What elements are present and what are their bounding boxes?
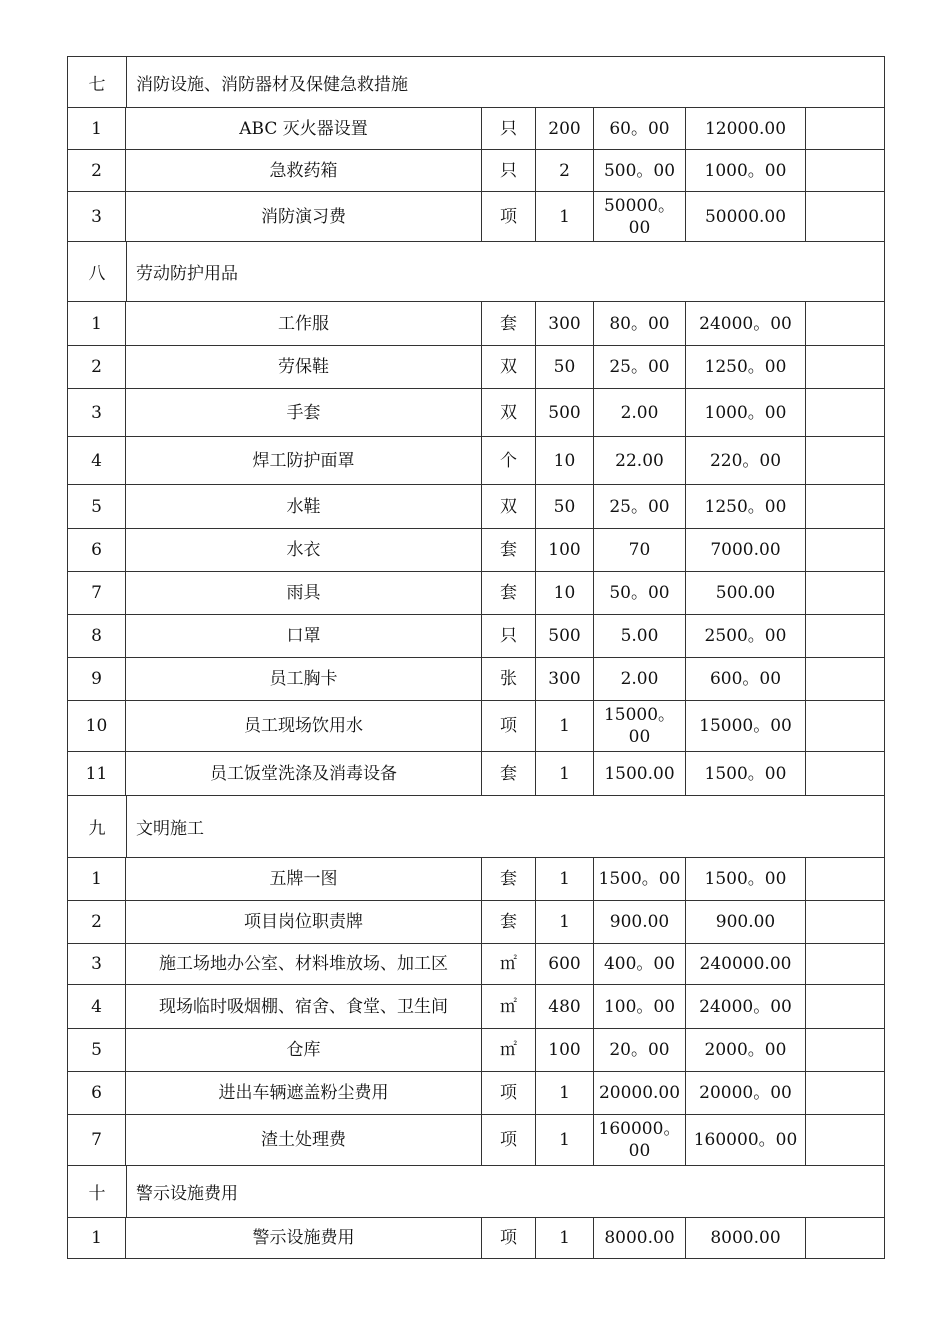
cell-idx: 11	[68, 752, 126, 795]
cell-note	[806, 944, 884, 984]
table-row	[67, 192, 885, 242]
cell-total: 7000.00	[686, 529, 806, 571]
cell-price: 100。00	[594, 985, 686, 1028]
cell-qty: 300	[536, 302, 594, 345]
cell-unit: 套	[482, 302, 536, 345]
table-row	[67, 108, 885, 150]
cell-note	[806, 985, 884, 1028]
cell-name: 劳保鞋	[126, 346, 482, 388]
cell-unit: 项	[482, 1115, 536, 1165]
cell-qty: 500	[536, 615, 594, 657]
cell-total: 15000。00	[686, 701, 806, 751]
cell-qty: 300	[536, 658, 594, 700]
cell-note	[806, 1072, 884, 1114]
cell-note	[806, 752, 884, 795]
cell-qty: 2	[536, 150, 594, 191]
cell-total: 1000。00	[686, 389, 806, 436]
cell-name: 焊工防护面罩	[126, 437, 482, 484]
cell-idx: 2	[68, 150, 126, 191]
cell-price: 160000。00	[594, 1115, 686, 1165]
section-title: 劳动防护用品	[136, 264, 238, 284]
section-number: 十	[68, 1166, 127, 1217]
cell-name: 仓库	[126, 1029, 482, 1071]
cell-note	[806, 1218, 884, 1258]
cell-note	[806, 529, 884, 571]
cell-idx: 2	[68, 901, 126, 943]
cell-total: 160000。00	[686, 1115, 806, 1165]
cell-unit: 双	[482, 389, 536, 436]
cell-price: 8000.00	[594, 1218, 686, 1258]
cell-idx: 8	[68, 615, 126, 657]
cell-idx: 6	[68, 1072, 126, 1114]
cell-unit: 双	[482, 346, 536, 388]
cell-qty: 500	[536, 389, 594, 436]
table-row	[67, 1029, 885, 1072]
cell-unit: 只	[482, 615, 536, 657]
cell-total: 240000.00	[686, 944, 806, 984]
cell-note	[806, 901, 884, 943]
cell-price: 25。00	[594, 346, 686, 388]
cell-price: 25。00	[594, 485, 686, 528]
section-header	[67, 1166, 885, 1218]
cell-unit: 套	[482, 529, 536, 571]
cell-total: 1000。00	[686, 150, 806, 191]
cell-total: 24000。00	[686, 302, 806, 345]
cell-price: 2.00	[594, 389, 686, 436]
cell-price: 500。00	[594, 150, 686, 191]
cell-name: 口罩	[126, 615, 482, 657]
cell-idx: 6	[68, 529, 126, 571]
cell-qty: 1	[536, 1072, 594, 1114]
section-header	[67, 56, 885, 108]
cell-name: 员工饭堂洗涤及消毒设备	[126, 752, 482, 795]
cell-total: 600。00	[686, 658, 806, 700]
cell-unit: 项	[482, 1072, 536, 1114]
cell-note	[806, 389, 884, 436]
cell-name: 员工胸卡	[126, 658, 482, 700]
cell-price: 70	[594, 529, 686, 571]
cell-unit: 项	[482, 701, 536, 751]
cell-price: 60。00	[594, 108, 686, 149]
cell-unit: 项	[482, 1218, 536, 1258]
cell-total: 8000.00	[686, 1218, 806, 1258]
cell-name: 五牌一图	[126, 858, 482, 900]
cell-idx: 4	[68, 985, 126, 1028]
cell-total: 2000。00	[686, 1029, 806, 1071]
table-row	[67, 1072, 885, 1115]
cell-name: 渣土处理费	[126, 1115, 482, 1165]
cell-price: 5.00	[594, 615, 686, 657]
cell-qty: 1	[536, 752, 594, 795]
cell-note	[806, 485, 884, 528]
cell-name: 水鞋	[126, 485, 482, 528]
cell-idx: 7	[68, 1115, 126, 1165]
cell-qty: 1	[536, 858, 594, 900]
cell-idx: 9	[68, 658, 126, 700]
cell-price: 22.00	[594, 437, 686, 484]
section-title: 文明施工	[136, 819, 204, 839]
cell-qty: 600	[536, 944, 594, 984]
cell-price: 20000.00	[594, 1072, 686, 1114]
cell-total: 12000.00	[686, 108, 806, 149]
cell-unit: 个	[482, 437, 536, 484]
cell-idx: 4	[68, 437, 126, 484]
table-row	[67, 858, 885, 901]
cell-price: 15000。00	[594, 701, 686, 751]
table-row	[67, 1218, 885, 1259]
cell-name: 现场临时吸烟棚、宿舍、食堂、卫生间	[126, 985, 482, 1028]
cell-name: 水衣	[126, 529, 482, 571]
section-number: 七	[68, 57, 127, 107]
cell-qty: 10	[536, 572, 594, 614]
cell-idx: 7	[68, 572, 126, 614]
section-header	[67, 242, 885, 302]
table-row	[67, 572, 885, 615]
cell-idx: 3	[68, 944, 126, 984]
cell-idx: 1	[68, 108, 126, 149]
cell-idx: 1	[68, 858, 126, 900]
cell-unit: ㎡	[482, 1029, 536, 1071]
cell-idx: 1	[68, 302, 126, 345]
cell-note	[806, 701, 884, 751]
cell-unit: 双	[482, 485, 536, 528]
cell-qty: 480	[536, 985, 594, 1028]
cell-idx: 2	[68, 346, 126, 388]
cell-qty: 1	[536, 1115, 594, 1165]
cell-price: 1500.00	[594, 752, 686, 795]
cell-idx: 3	[68, 389, 126, 436]
cell-idx: 3	[68, 192, 126, 241]
cell-qty: 1	[536, 192, 594, 241]
cell-total: 50000.00	[686, 192, 806, 241]
table-row	[67, 389, 885, 437]
cell-qty: 100	[536, 1029, 594, 1071]
table-row	[67, 1115, 885, 1166]
cost-table	[67, 56, 885, 1259]
cell-qty: 1	[536, 701, 594, 751]
cell-note	[806, 346, 884, 388]
cell-total: 20000。00	[686, 1072, 806, 1114]
cell-name: 进出车辆遮盖粉尘费用	[126, 1072, 482, 1114]
cell-qty: 50	[536, 485, 594, 528]
cell-note	[806, 858, 884, 900]
cell-unit: 张	[482, 658, 536, 700]
cell-idx: 10	[68, 701, 126, 751]
cell-price: 900.00	[594, 901, 686, 943]
cell-note	[806, 192, 884, 241]
cell-qty: 50	[536, 346, 594, 388]
section-title: 消防设施、消防器材及保健急救措施	[136, 74, 408, 95]
cell-qty: 200	[536, 108, 594, 149]
cell-price: 50。00	[594, 572, 686, 614]
cell-note	[806, 615, 884, 657]
table-row	[67, 944, 885, 985]
cell-qty: 100	[536, 529, 594, 571]
cell-total: 1500。00	[686, 858, 806, 900]
cell-price: 50000。00	[594, 192, 686, 241]
table-row	[67, 701, 885, 752]
cell-name: 施工场地办公室、材料堆放场、加工区	[126, 944, 482, 984]
table-row	[67, 485, 885, 529]
table-row	[67, 302, 885, 346]
cell-note	[806, 108, 884, 149]
cell-qty: 1	[536, 901, 594, 943]
table-row	[67, 150, 885, 192]
cell-price: 2.00	[594, 658, 686, 700]
cell-idx: 1	[68, 1218, 126, 1258]
cell-unit: 套	[482, 901, 536, 943]
cell-total: 1250。00	[686, 485, 806, 528]
cell-note	[806, 150, 884, 191]
cell-total: 1500。00	[686, 752, 806, 795]
cell-price: 80。00	[594, 302, 686, 345]
cell-name: 急救药箱	[126, 150, 482, 191]
cell-note	[806, 658, 884, 700]
table-row	[67, 437, 885, 485]
cell-total: 2500。00	[686, 615, 806, 657]
cell-name: 工作服	[126, 302, 482, 345]
cell-unit: 套	[482, 572, 536, 614]
cell-unit: ㎡	[482, 944, 536, 984]
cell-idx: 5	[68, 485, 126, 528]
cell-unit: 只	[482, 150, 536, 191]
table-row	[67, 658, 885, 701]
section-number: 八	[68, 242, 127, 301]
table-row	[67, 529, 885, 572]
cell-price: 20。00	[594, 1029, 686, 1071]
table-row	[67, 615, 885, 658]
cell-name: 警示设施费用	[126, 1218, 482, 1258]
cell-total: 1250。00	[686, 346, 806, 388]
cell-note	[806, 302, 884, 345]
cell-name: ABC 灭火器设置	[126, 108, 482, 149]
cell-note	[806, 437, 884, 484]
section-title: 警示设施费用	[136, 1184, 238, 1204]
cell-unit: 项	[482, 192, 536, 241]
cell-name: 手套	[126, 389, 482, 436]
cell-unit: 套	[482, 752, 536, 795]
cell-total: 500.00	[686, 572, 806, 614]
cell-unit: ㎡	[482, 985, 536, 1028]
cell-qty: 1	[536, 1218, 594, 1258]
table-row	[67, 985, 885, 1029]
cell-name: 项目岗位职责牌	[126, 901, 482, 943]
cell-unit: 套	[482, 858, 536, 900]
cell-name: 雨具	[126, 572, 482, 614]
cell-name: 消防演习费	[126, 192, 482, 241]
table-row	[67, 346, 885, 389]
section-number: 九	[68, 796, 127, 857]
table-row	[67, 752, 885, 796]
cell-note	[806, 1029, 884, 1071]
cell-unit: 只	[482, 108, 536, 149]
cell-note	[806, 572, 884, 614]
cell-price: 400。00	[594, 944, 686, 984]
cell-note	[806, 1115, 884, 1165]
cell-idx: 5	[68, 1029, 126, 1071]
cell-qty: 10	[536, 437, 594, 484]
cell-total: 24000。00	[686, 985, 806, 1028]
section-header	[67, 796, 885, 858]
cell-total: 220。00	[686, 437, 806, 484]
cell-total: 900.00	[686, 901, 806, 943]
cell-price: 1500。00	[594, 858, 686, 900]
table-row	[67, 901, 885, 944]
cell-name: 员工现场饮用水	[126, 701, 482, 751]
